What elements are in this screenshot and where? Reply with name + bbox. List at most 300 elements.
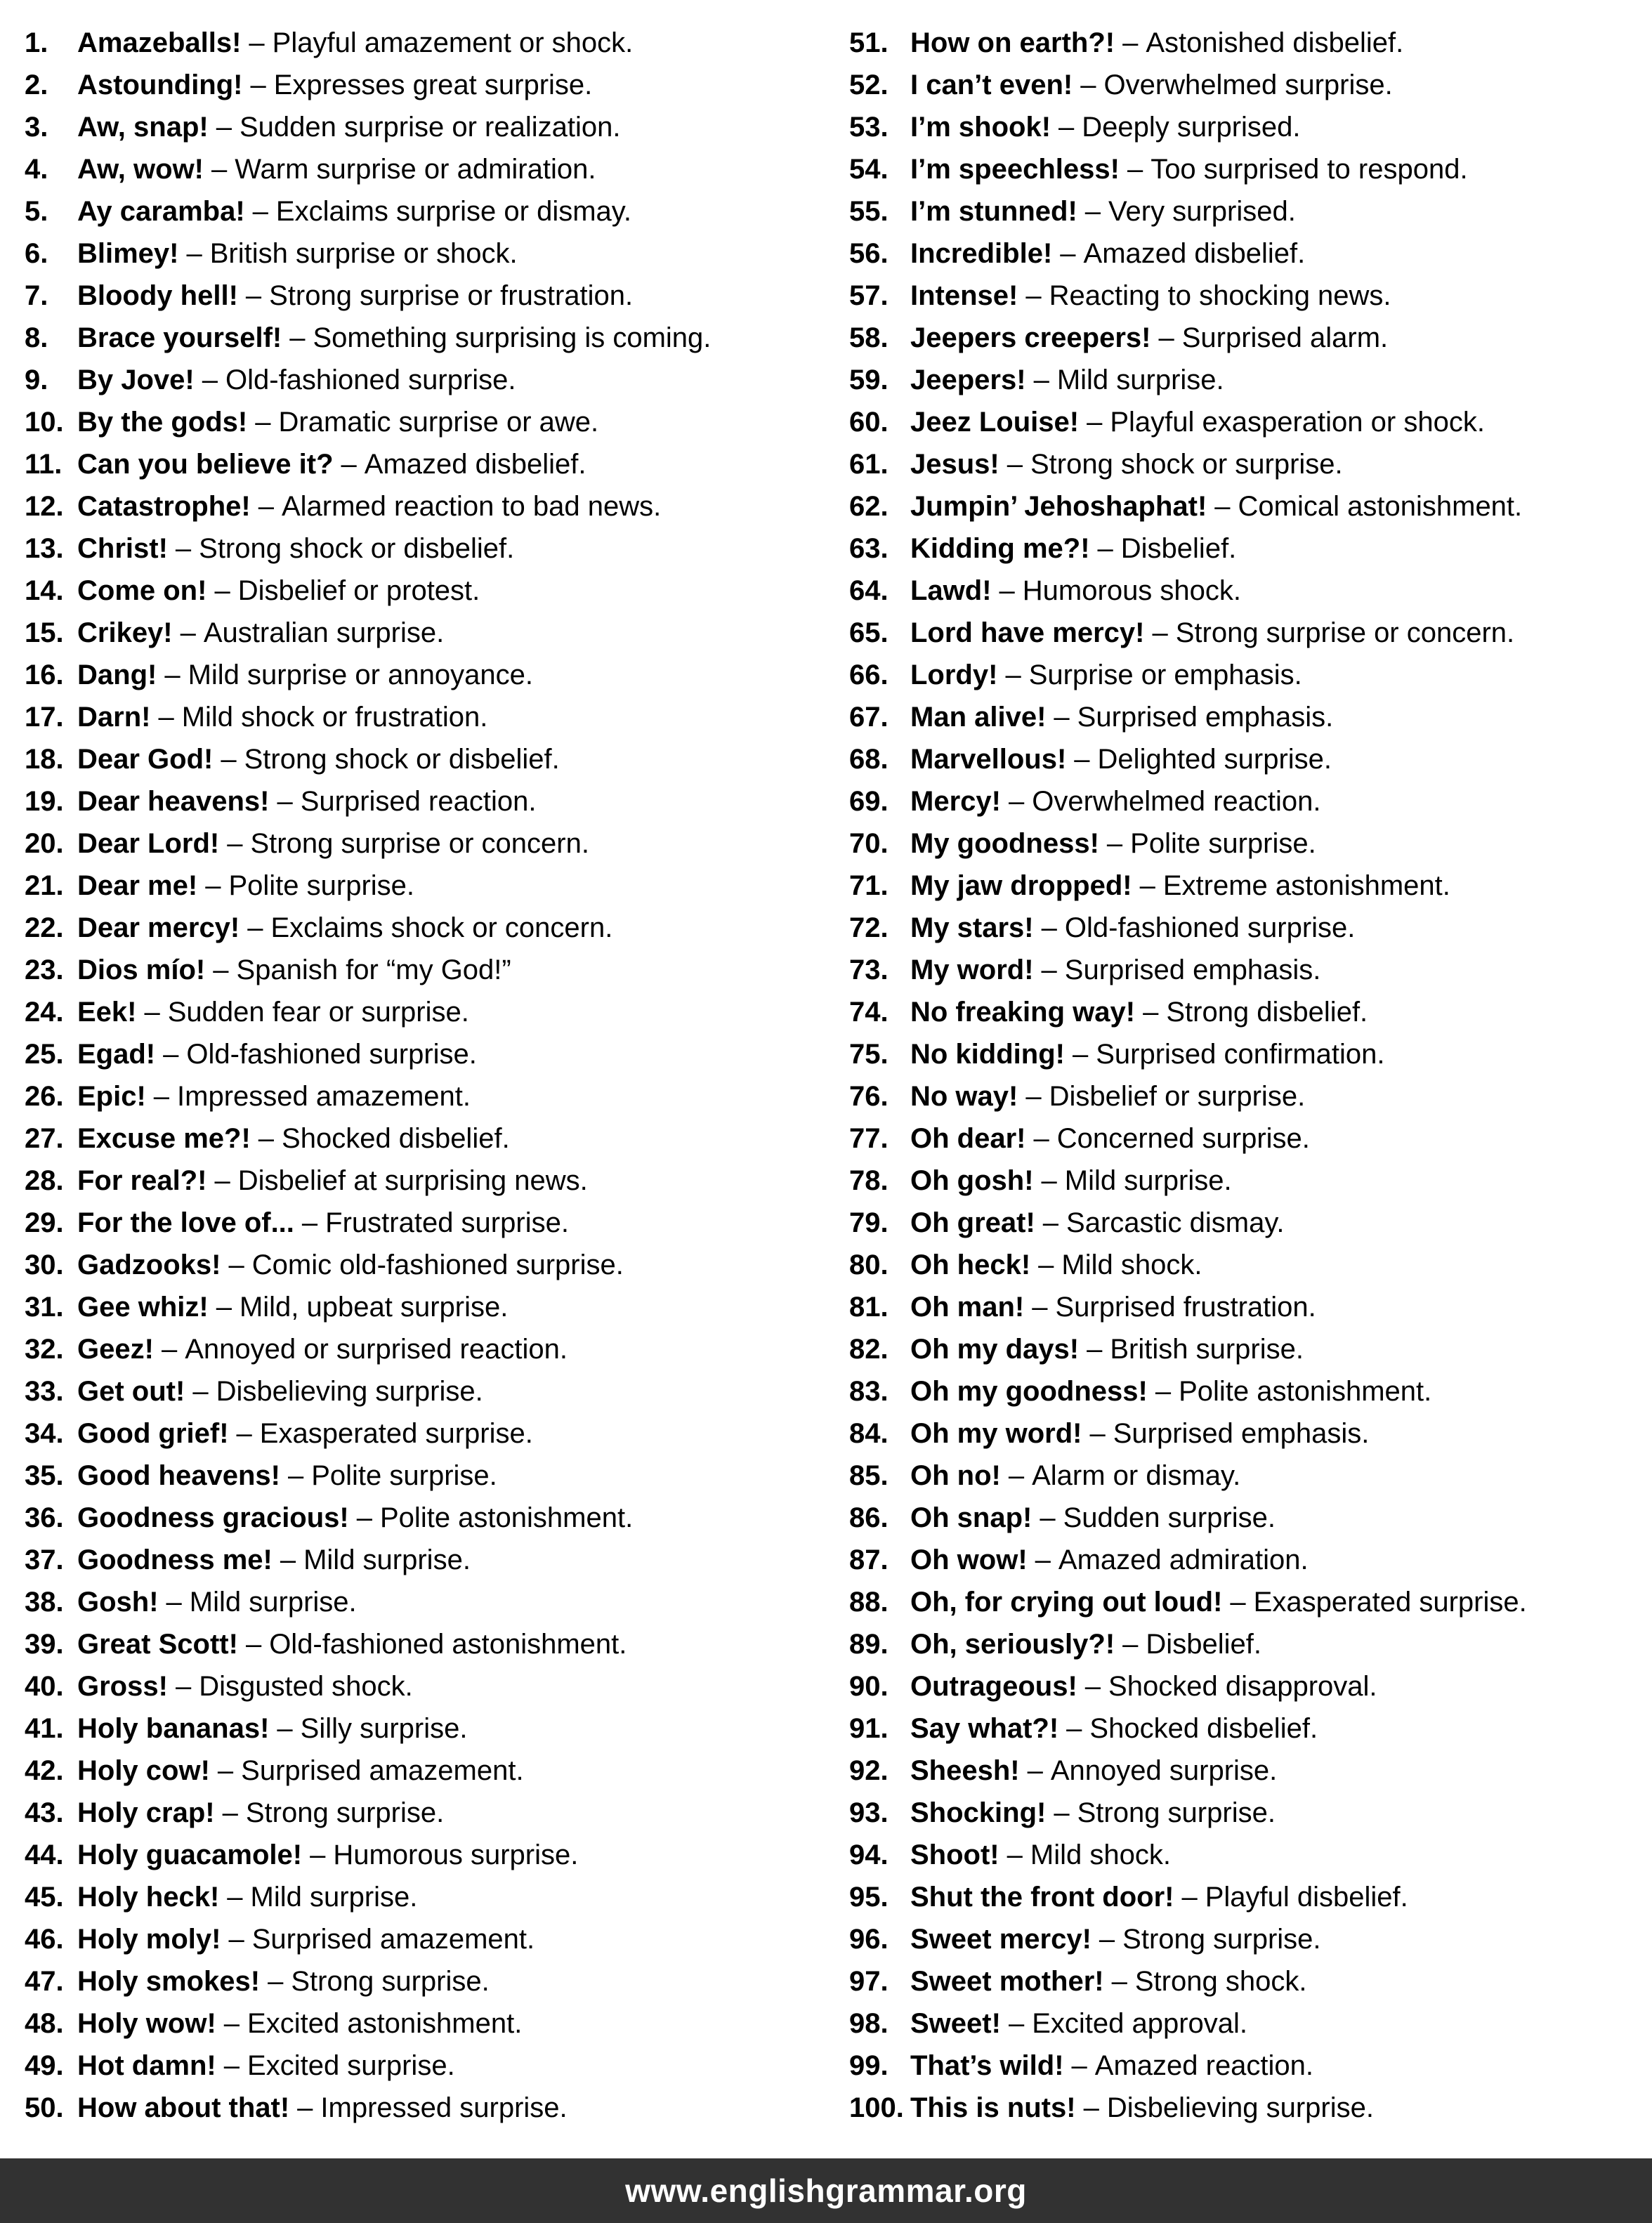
item-separator: – [268, 1966, 284, 1997]
item-term: For real?! [77, 1165, 207, 1196]
list-item [25, 1665, 711, 1707]
item-number: 48. [25, 2008, 64, 2039]
item-text [77, 1623, 627, 1665]
item-separator: – [166, 1587, 182, 1618]
item-separator: – [223, 2050, 240, 2081]
item-definition: Delighted surprise. [1097, 744, 1332, 775]
list-column-left [25, 22, 711, 2129]
item-separator: – [301, 1207, 318, 1238]
list-item [25, 1876, 711, 1918]
item-definition: Mild surprise. [303, 1545, 471, 1575]
list-item [25, 1581, 711, 1623]
item-number: 2. [25, 70, 48, 100]
list-item [25, 2002, 711, 2045]
item-separator: – [1041, 955, 1057, 985]
list-item [849, 2002, 1527, 2045]
list-item [25, 1623, 711, 1665]
item-term: This is nuts! [910, 2092, 1076, 2123]
item-term: Holy bananas! [77, 1713, 270, 1744]
item-separator: – [175, 1671, 192, 1702]
item-definition: Disbelieving surprise. [1106, 2092, 1374, 2123]
list-item [849, 190, 1527, 232]
item-text [910, 570, 1241, 612]
item-number: 26. [25, 1081, 64, 1112]
item-separator: – [202, 365, 218, 395]
item-number: 10. [25, 407, 64, 438]
list-item [25, 1202, 711, 1244]
item-separator: – [1122, 1629, 1139, 1660]
item-text [910, 1075, 1305, 1117]
list-item [849, 738, 1527, 780]
item-number: 32. [25, 1334, 64, 1365]
item-definition: Surprised alarm. [1181, 322, 1389, 353]
item-term: Geez! [77, 1334, 154, 1365]
item-number: 51. [849, 27, 889, 58]
item-definition: Disbelief. [1146, 1629, 1261, 1660]
item-term: Aw, snap! [77, 112, 209, 143]
item-separator: – [297, 2092, 313, 2123]
item-definition: Mild shock or frustration. [181, 702, 488, 733]
item-separator: – [164, 660, 181, 690]
item-separator: – [1072, 1039, 1089, 1070]
item-number: 38. [25, 1587, 64, 1618]
item-text [910, 2002, 1247, 2045]
item-number: 45. [25, 1882, 64, 1913]
item-text [77, 1117, 510, 1160]
item-term: Oh man! [910, 1292, 1025, 1323]
item-definition: Strong shock or disbelief. [244, 744, 560, 775]
item-number: 43. [25, 1797, 64, 1828]
item-number: 84. [849, 1418, 889, 1449]
item-definition: Amazed disbelief. [364, 449, 586, 480]
item-definition: Surprised amazement. [241, 1755, 524, 1786]
item-definition: Strong shock or disbelief. [199, 533, 515, 564]
item-text [910, 106, 1301, 148]
list-item [849, 1370, 1527, 1412]
item-definition: Shocked disbelief. [1089, 1713, 1318, 1744]
item-text [77, 1792, 444, 1834]
list-item [25, 865, 711, 907]
item-text [77, 232, 518, 275]
item-text [77, 317, 711, 359]
item-separator: – [1027, 1755, 1043, 1786]
list-item [25, 612, 711, 654]
item-definition: Mild, upbeat surprise. [239, 1292, 509, 1323]
item-separator: – [1008, 786, 1025, 817]
item-text [77, 1286, 508, 1328]
item-text [910, 1455, 1240, 1497]
item-term: Kidding me?! [910, 533, 1090, 564]
list-item [849, 1581, 1527, 1623]
item-term: Oh, seriously?! [910, 1629, 1115, 1660]
item-definition: Humorous surprise. [333, 1840, 579, 1870]
item-separator: – [205, 870, 221, 901]
item-definition: Humorous shock. [1022, 575, 1242, 606]
item-definition: Playful disbelief. [1205, 1882, 1408, 1913]
item-definition: Comical astonishment. [1238, 491, 1523, 522]
item-separator: – [245, 280, 262, 311]
item-term: Dios mío! [77, 955, 206, 985]
list-item [849, 106, 1527, 148]
item-number: 44. [25, 1840, 64, 1870]
item-term: By the gods! [77, 407, 248, 438]
item-text [910, 654, 1302, 696]
item-number: 78. [849, 1165, 889, 1196]
item-text [77, 822, 589, 865]
item-text [77, 780, 536, 822]
item-number: 9. [25, 365, 48, 395]
item-term: Dear mercy! [77, 912, 240, 943]
item-definition: Mild shock. [1061, 1250, 1202, 1280]
item-definition: Strong surprise or concern. [250, 828, 589, 859]
item-separator: – [223, 2008, 240, 2039]
item-text [77, 570, 480, 612]
item-definition: Old-fashioned surprise. [1064, 912, 1356, 943]
item-separator: – [1074, 744, 1090, 775]
item-separator: – [277, 1713, 293, 1744]
item-text [910, 696, 1333, 738]
item-term: Oh wow! [910, 1545, 1028, 1575]
item-number: 16. [25, 660, 64, 690]
item-term: Shoot! [910, 1840, 999, 1870]
item-separator: – [192, 1376, 209, 1407]
list-item [849, 2087, 1527, 2129]
item-separator: – [216, 1292, 232, 1323]
list-item [849, 1623, 1527, 1665]
item-separator: – [1097, 533, 1113, 564]
item-term: Marvellous! [910, 744, 1067, 775]
list-item [849, 1834, 1527, 1876]
item-text [910, 1876, 1408, 1918]
item-number: 22. [25, 912, 64, 943]
item-text [77, 1244, 624, 1286]
item-text [77, 106, 620, 148]
item-separator: – [1033, 365, 1049, 395]
item-term: Incredible! [910, 238, 1053, 269]
item-term: Dang! [77, 660, 157, 690]
item-separator: – [1084, 196, 1101, 227]
item-number: 15. [25, 617, 64, 648]
item-definition: Annoyed or surprised reaction. [185, 1334, 568, 1365]
item-separator: – [1181, 1882, 1198, 1913]
item-text [77, 1960, 490, 2002]
item-term: Sweet! [910, 2008, 1001, 2039]
item-term: Jeez Louise! [910, 407, 1080, 438]
item-separator: – [1071, 2050, 1087, 2081]
item-term: Shut the front door! [910, 1882, 1174, 1913]
item-separator: – [280, 1545, 296, 1575]
list-item [849, 401, 1527, 443]
item-text [910, 22, 1403, 64]
item-number: 8. [25, 322, 48, 353]
item-separator: – [236, 1418, 252, 1449]
item-definition: Overwhelmed reaction. [1032, 786, 1321, 817]
item-separator: – [1158, 322, 1174, 353]
item-term: Good grief! [77, 1418, 229, 1449]
list-item [849, 1412, 1527, 1455]
item-separator: – [356, 1502, 372, 1533]
item-separator: – [1007, 1840, 1023, 1870]
item-text [910, 1792, 1276, 1834]
item-term: No way! [910, 1081, 1018, 1112]
list-column-right [849, 22, 1527, 2129]
item-definition: Mild surprise. [250, 1882, 418, 1913]
item-text [77, 1750, 524, 1792]
item-separator: – [163, 1039, 179, 1070]
item-separator: – [277, 786, 293, 817]
item-number: 49. [25, 2050, 64, 2081]
item-separator: – [1008, 2008, 1025, 2039]
item-definition: Excited surprise. [247, 2050, 455, 2081]
item-term: Sweet mercy! [910, 1924, 1092, 1955]
item-text [910, 527, 1236, 570]
item-number: 6. [25, 238, 48, 269]
item-number: 75. [849, 1039, 889, 1070]
item-number: 89. [849, 1629, 889, 1660]
item-separator: – [214, 1165, 230, 1196]
item-text [77, 1581, 357, 1623]
item-text [77, 612, 444, 654]
item-definition: Amazed reaction. [1094, 2050, 1314, 2081]
item-separator: – [1122, 27, 1139, 58]
item-text [77, 1328, 568, 1370]
item-definition: Exasperated surprise. [1253, 1587, 1527, 1618]
item-separator: – [289, 322, 306, 353]
item-definition: Impressed surprise. [320, 2092, 568, 2123]
item-separator: – [1155, 1376, 1172, 1407]
item-term: Oh gosh! [910, 1165, 1034, 1196]
list-item [25, 1918, 711, 1960]
list-item [25, 401, 711, 443]
item-text [910, 1834, 1171, 1876]
item-term: Oh, for crying out loud! [910, 1587, 1223, 1618]
item-definition: Shocked disapproval. [1108, 1671, 1377, 1702]
item-separator: – [249, 27, 265, 58]
item-definition: Reacting to shocking news. [1049, 280, 1391, 311]
item-term: Good heavens! [77, 1460, 280, 1491]
item-term: My stars! [910, 912, 1034, 943]
item-separator: – [250, 70, 266, 100]
item-text [77, 1539, 471, 1581]
item-term: By Jove! [77, 365, 195, 395]
item-number: 36. [25, 1502, 64, 1533]
item-term: My jaw dropped! [910, 870, 1132, 901]
list-item [25, 1960, 711, 2002]
item-separator: – [1005, 660, 1021, 690]
item-term: Oh heck! [910, 1250, 1031, 1280]
item-number: 81. [849, 1292, 889, 1323]
item-separator: – [175, 533, 192, 564]
item-separator: – [227, 828, 243, 859]
list-item [25, 317, 711, 359]
item-term: I’m stunned! [910, 196, 1077, 227]
item-term: Oh my goodness! [910, 1376, 1148, 1407]
item-definition: Deeply surprised. [1082, 112, 1301, 143]
list-item [849, 527, 1527, 570]
item-definition: Disbelieving surprise. [216, 1376, 483, 1407]
item-text [910, 1960, 1306, 2002]
item-term: Sweet mother! [910, 1966, 1104, 1997]
item-term: Sheesh! [910, 1755, 1020, 1786]
item-term: Aw, wow! [77, 154, 204, 185]
list-item [849, 1160, 1527, 1202]
list-item [25, 654, 711, 696]
item-definition: Polite surprise. [311, 1460, 497, 1491]
item-number: 85. [849, 1460, 889, 1491]
item-number: 99. [849, 2050, 889, 2081]
item-text [910, 190, 1296, 232]
item-text [77, 1075, 471, 1117]
item-separator: – [1127, 154, 1143, 185]
list-item [849, 612, 1527, 654]
item-definition: Excited astonishment. [247, 2008, 523, 2039]
item-number: 39. [25, 1629, 64, 1660]
item-term: Mercy! [910, 786, 1001, 817]
item-text [910, 1117, 1310, 1160]
item-term: Jeepers! [910, 365, 1026, 395]
item-term: No kidding! [910, 1039, 1065, 1070]
item-separator: – [245, 1629, 262, 1660]
item-number: 53. [849, 112, 889, 143]
item-text [77, 359, 516, 401]
item-term: Gross! [77, 1671, 168, 1702]
item-number: 13. [25, 533, 64, 564]
list-item [25, 991, 711, 1033]
item-number: 88. [849, 1587, 889, 1618]
list-item [25, 527, 711, 570]
item-text [910, 401, 1485, 443]
item-separator: – [1040, 1502, 1056, 1533]
list-item [25, 1412, 711, 1455]
item-number: 66. [849, 660, 889, 690]
item-number: 64. [849, 575, 889, 606]
item-text [77, 907, 612, 949]
item-definition: Exclaims surprise or dismay. [275, 196, 631, 227]
item-definition: Shocked disbelief. [282, 1123, 510, 1154]
item-text [910, 1581, 1527, 1623]
item-text [77, 64, 592, 106]
item-definition: Exclaims shock or concern. [270, 912, 613, 943]
item-definition: Strong disbelief. [1166, 997, 1368, 1028]
item-definition: Extreme astonishment. [1162, 870, 1450, 901]
item-term: Holy guacamole! [77, 1840, 303, 1870]
item-text [910, 1370, 1431, 1412]
item-separator: – [247, 912, 263, 943]
item-definition: Mild surprise. [1064, 1165, 1232, 1196]
item-number: 27. [25, 1123, 64, 1154]
item-separator: – [1060, 238, 1076, 269]
list-item [849, 654, 1527, 696]
item-separator: – [1087, 407, 1103, 438]
item-text [77, 485, 661, 527]
item-text [77, 148, 596, 190]
item-term: Get out! [77, 1376, 185, 1407]
item-term: Dear me! [77, 870, 198, 901]
list-item [25, 1160, 711, 1202]
item-term: Egad! [77, 1039, 156, 1070]
item-separator: – [999, 575, 1015, 606]
item-separator: – [1139, 870, 1155, 901]
footer-bar [0, 2158, 1652, 2223]
item-number: 17. [25, 702, 64, 733]
item-text [77, 2045, 455, 2087]
item-term: Oh dear! [910, 1123, 1026, 1154]
item-definition: Strong surprise or frustration. [269, 280, 634, 311]
list-item [25, 907, 711, 949]
item-text [77, 2087, 568, 2129]
item-number: 46. [25, 1924, 64, 1955]
item-definition: Comic old-fashioned surprise. [251, 1250, 624, 1280]
item-number: 35. [25, 1460, 64, 1491]
item-separator: – [258, 1123, 275, 1154]
item-term: Goodness gracious! [77, 1502, 349, 1533]
item-definition: Strong surprise or concern. [1175, 617, 1515, 648]
item-separator: – [228, 1250, 244, 1280]
item-text [910, 738, 1332, 780]
list-item [25, 190, 711, 232]
list-item [25, 1117, 711, 1160]
item-number: 63. [849, 533, 889, 564]
item-text [910, 1707, 1318, 1750]
list-item [849, 1117, 1527, 1160]
item-separator: – [1089, 1418, 1106, 1449]
list-item [849, 1665, 1527, 1707]
item-term: Eek! [77, 997, 137, 1028]
list-item [25, 1834, 711, 1876]
list-item [849, 1707, 1527, 1750]
list-item [25, 1455, 711, 1497]
item-definition: Disbelief at surprising news. [237, 1165, 588, 1196]
item-term: Come on! [77, 575, 207, 606]
item-term: Blimey! [77, 238, 179, 269]
item-term: Bloody hell! [77, 280, 238, 311]
item-text [910, 485, 1522, 527]
item-text [910, 1033, 1385, 1075]
item-text [910, 1412, 1369, 1455]
item-number: 98. [849, 2008, 889, 2039]
item-term: Catastrophe! [77, 491, 251, 522]
item-text [77, 865, 414, 907]
item-separator: – [221, 744, 237, 775]
item-text [77, 1497, 633, 1539]
item-text [77, 1665, 413, 1707]
item-number: 68. [849, 744, 889, 775]
item-number: 28. [25, 1165, 64, 1196]
item-term: Lord have mercy! [910, 617, 1145, 648]
item-number: 73. [849, 955, 889, 985]
item-number: 40. [25, 1671, 64, 1702]
item-separator: – [186, 238, 202, 269]
list-item [849, 570, 1527, 612]
item-term: Excuse me?! [77, 1123, 251, 1154]
item-number: 69. [849, 786, 889, 817]
item-text [77, 1160, 588, 1202]
item-number: 29. [25, 1207, 64, 1238]
item-text [910, 1244, 1202, 1286]
item-definition: Mild surprise. [189, 1587, 357, 1618]
item-number: 55. [849, 196, 889, 227]
list-item [849, 1918, 1527, 1960]
list-item [849, 148, 1527, 190]
item-text [910, 275, 1391, 317]
list-item [849, 1750, 1527, 1792]
list-item [25, 1750, 711, 1792]
item-number: 54. [849, 154, 889, 185]
item-number: 31. [25, 1292, 64, 1323]
list-item [849, 1960, 1527, 2002]
item-definition: Dramatic surprise or awe. [278, 407, 599, 438]
item-text [77, 527, 514, 570]
